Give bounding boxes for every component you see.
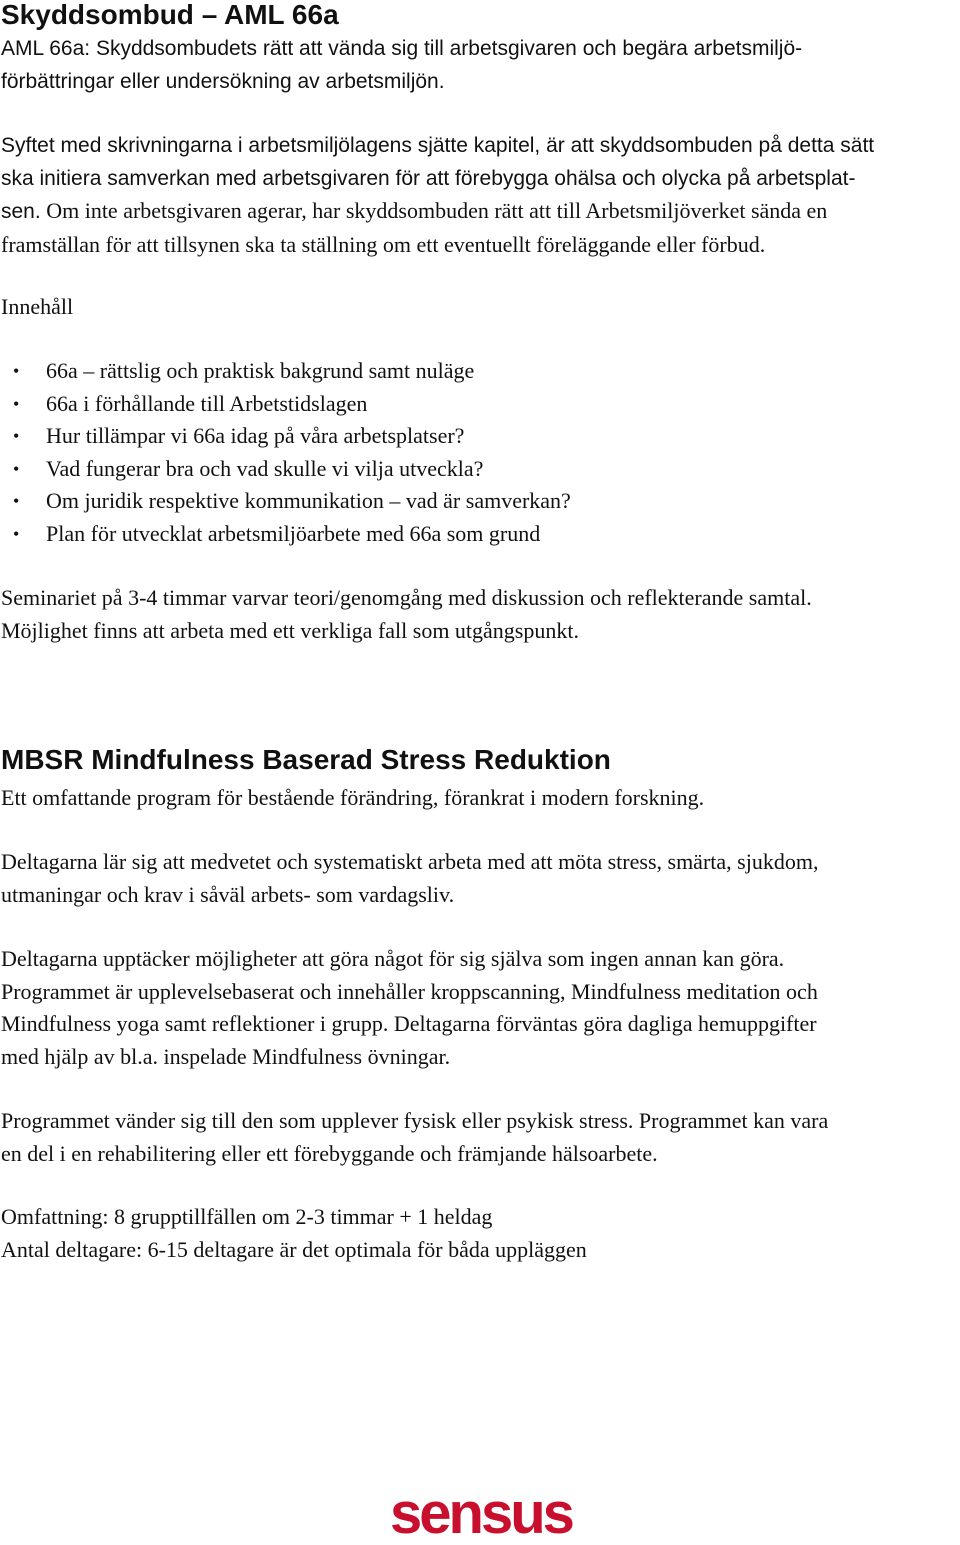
list-item (1, 355, 959, 388)
participants-line: Antal deltagare: 6-15 deltagare är det optimala för båda uppläggen (1, 1236, 587, 1262)
bullet-icon: • (13, 361, 20, 381)
list-item (1, 420, 959, 453)
list-item (1, 485, 959, 518)
subtitle-paragraph (1, 782, 959, 815)
list-item (1, 453, 959, 486)
paragraph-line: utmaningar och krav i såväl arbets- som vardagsliv. (1, 881, 455, 907)
scope-line: Omfattning: 8 grupptillfällen om 2-3 timmar + 1 heldag (1, 1204, 493, 1229)
logo-text: sensus (390, 1487, 572, 1543)
paragraph-line: Deltagarna upptäcker möjligheter att göra något för sig själva som ingen annan kan göra. (1, 946, 785, 971)
bullet-icon: • (13, 426, 20, 446)
purpose-line-rest: Om inte arbetsgivaren agerar, har skyddsombuden rätt att till Arbetsmiljöverket sända en (40, 198, 828, 223)
paragraph-line: Deltagarna lär sig att medvetet och systematiskt arbeta med att möta stress, smärta, sjukdom, (1, 849, 819, 874)
seminar-paragraph (1, 582, 959, 647)
contents-heading (1, 292, 959, 322)
mbsr-details (1, 1201, 959, 1266)
sensus-logo (374, 1487, 588, 1543)
intro-line: AML 66a: Skyddsombudets rätt att vända sig till arbetsgivaren och begära arbetsmiljö- (1, 37, 803, 60)
page-title: Skyddsombud – AML 66a (1, 0, 339, 30)
subtitle-line: Ett omfattande program för bestående förändring, förankrat i modern forskning. (1, 785, 705, 810)
paragraph-line: en del i en rehabilitering eller ett förebyggande och främjande hälsoarbete. (1, 1140, 658, 1166)
purpose-line: Syftet med skrivningarna i arbetsmiljölagens sjätte kapitel, är att skyddsombuden på detta sätt (1, 134, 875, 157)
list-item-text: 66a i förhållande till Arbetstidslagen (46, 390, 368, 416)
bullet-icon: • (13, 491, 20, 511)
list-item (1, 388, 959, 421)
mbsr-paragraph-1 (1, 846, 959, 911)
intro-paragraph (1, 33, 959, 98)
paragraph-line: Programmet vänder sig till den som upplever fysisk eller psykisk stress. Programmet kan vara (1, 1108, 829, 1133)
intro-line: förbättringar eller undersökning av arbetsmiljön. (1, 69, 445, 93)
list-item-text: 66a – rättslig och praktisk bakgrund samt nuläge (46, 358, 475, 383)
list-item-text: Hur tillämpar vi 66a idag på våra arbetsplatser? (46, 423, 465, 448)
seminar-line: Seminariet på 3-4 timmar varvar teori/genomgång med diskussion och reflekterande samtal. (1, 585, 812, 610)
contents-heading-text: Innehåll (1, 294, 74, 319)
bullet-icon: • (13, 458, 20, 479)
contents-list (1, 355, 959, 550)
paragraph-line: Programmet är upplevelsebaserat och innehåller kroppscanning, Mindfulness meditation och (1, 978, 818, 1004)
section-title: MBSR Mindfulness Baserad Stress Reduktion (1, 744, 611, 775)
bullet-icon: • (13, 523, 20, 544)
paragraph-line: med hjälp av bl.a. inspelade Mindfulness övningar. (1, 1043, 451, 1069)
purpose-paragraph (1, 130, 959, 261)
list-item-text: Vad fungerar bra och vad skulle vi vilja utveckla? (46, 455, 484, 481)
seminar-line: Möjlighet finns att arbeta med ett verkliga fall som utgångspunkt. (1, 617, 579, 643)
purpose-line: framställan för att tillsynen ska ta ställning om ett eventuellt föreläggande eller förbud. (1, 231, 766, 257)
mbsr-paragraph-2 (1, 943, 959, 1073)
bullet-icon: • (13, 393, 20, 414)
paragraph-line: Mindfulness yoga samt reflektioner i grupp. Deltagarna förväntas göra dagliga hemuppgifter (1, 1011, 817, 1036)
list-item-text: Plan för utvecklat arbetsmiljöarbete med 66a som grund (46, 520, 541, 546)
purpose-line-start: sen. (1, 200, 41, 223)
mbsr-paragraph-3 (1, 1105, 959, 1170)
purpose-line: ska initiera samverkan med arbetsgivaren för att förebygga ohälsa och olycka på arbetsplat- (1, 166, 856, 190)
list-item-text: Om juridik respektive kommunikation – vad är samverkan? (46, 488, 571, 513)
list-item (1, 518, 959, 551)
purpose-line (1, 195, 959, 229)
